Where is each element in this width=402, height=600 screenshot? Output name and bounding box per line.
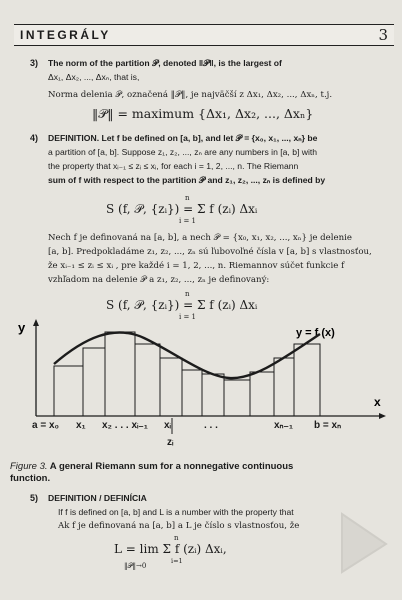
norm-formula: ‖𝒫‖ = maximum {Δx₁, Δx₂, ..., Δxₙ} [92,106,314,121]
rectangle-5 [160,358,182,416]
item-4-sk-line-2: [a, b]. Predpokladáme z₁, z₂, ..., zₙ sú ľubovoľné čísla v [a, b] s vlastnosťou, [48,247,372,257]
x-axis-arrow [379,413,386,419]
riemann-rectangles [54,332,320,416]
item-4-en-line-4: sum of f with respect to the partition 𝒫 and z₁, z₂, ..., zₙ is defined by [48,175,326,185]
limit-subscript: ‖𝒫‖→0 [124,562,147,570]
limit-sum-upper: n [174,534,179,542]
item-4-en-line-1: DEFINITION. Let f be defined on [a, b], and let 𝒫 = {x₀, x₁, ..., xₙ} be [48,133,318,143]
rectangle-2 [83,348,105,416]
rectangle-11 [294,344,320,416]
y-axis-label: y [18,320,26,335]
riemann-sum-figure [14,318,390,450]
figure-caption [10,461,390,485]
item-3-en-line-1: The norm of the partition 𝒫, denoted ‖𝒫‖, is the largest of [48,58,282,68]
item-4-en-line-2: a partition of [a, b]. Suppose z₁, z₂, ..., zₙ are any numbers in [a, b] with [48,147,318,157]
y-axis-arrow [33,319,39,326]
running-header [14,24,394,46]
label-b-xn: b = xₙ [314,420,342,431]
sum-upper-limit-1: n [185,194,190,202]
rectangle-3 [105,332,135,416]
caption-line-2: function. [10,473,51,484]
item-4-en-line-3: the property that xᵢ₋₁ ≤ zᵢ ≤ xᵢ, for each i = 1, 2, ..., n. The Riemann [48,161,299,171]
rectangle-8 [224,380,250,416]
watermark-logo-icon [334,508,394,578]
item-5-sk-line-1: Ak f je definovaná na [a, b] a L je číslo s vlastnosťou, že [58,521,300,531]
sum-lower-limit-1: i = 1 [179,217,197,225]
function-curve [54,332,320,378]
caption-line-1: A general Riemann sum for a nonnegative continuous [49,461,294,472]
item-4-sk-line-3: že xᵢ₋₁ ≤ zᵢ ≤ xᵢ , pre každé i = 1, 2, ..., n. Riemannov súčet funkcie f [48,261,345,271]
sum-lower-limit-2: i = 1 [179,313,197,321]
rectangle-6 [182,370,202,416]
rectangle-1 [54,366,83,416]
rectangle-9 [250,372,274,416]
item-4-sk-line-4: vzhľadom na delenie 𝒫 a z₁, z₂, ..., zₙ je definovaný: [48,275,270,285]
rectangle-4 [135,344,160,416]
label-zi: zᵢ [167,437,174,448]
label-xn-1: xₙ₋₁ [274,420,293,431]
curve-label: y = f (x) [296,327,335,339]
integral-limit-formula: L = lim Σ f (zᵢ) Δxᵢ, [114,542,227,556]
rectangle-10 [274,358,294,416]
label-x2-xi-1: x₂ . . . xᵢ₋₁ [102,420,148,431]
caption-prefix: Figure 3. [10,461,48,472]
item-4-number: 4) [30,133,39,143]
limit-sum-lower: i=1 [171,557,183,565]
riemann-sum-formula-1: S (f, 𝒫, {zᵢ}) = Σ f (zᵢ) Δxᵢ [106,202,258,216]
x-axis-label: x [374,395,381,409]
item-3-en-line-2: Δx₁, Δx₂, ..., Δxₙ, that is, [48,72,140,82]
chapter-title: INTEGRÁLY [20,28,111,42]
label-a-x0: a = x₀ [32,420,60,431]
label-dots: . . . [204,420,218,431]
item-3-number: 3) [30,58,39,68]
item-5-number: 5) [30,493,39,503]
page-number: 3 [378,26,388,44]
item-3-sk-line-1: Norma delenia 𝒫, označená ‖𝒫‖, je najväčší z Δx₁, Δx₂, ..., Δxₙ, t.j. [48,90,333,100]
item-4-sk-line-1: Nech f je definovaná na [a, b], a nech 𝒫 = {x₀, x₁, x₂, ..., xₙ} je delenie [48,233,352,243]
sum-upper-limit-2: n [185,290,190,298]
item-5-heading: DEFINITION / DEFINÍCIA [48,493,147,503]
item-5-en-line-1: If f is defined on [a, b] and L is a number with the property that [58,507,294,517]
riemann-sum-formula-2: S (f, 𝒫, {zᵢ}) = Σ f (zᵢ) Δxᵢ [106,298,258,312]
rectangle-7 [202,374,224,416]
label-x1: x₁ [76,420,86,431]
label-xi: xᵢ [164,420,171,431]
